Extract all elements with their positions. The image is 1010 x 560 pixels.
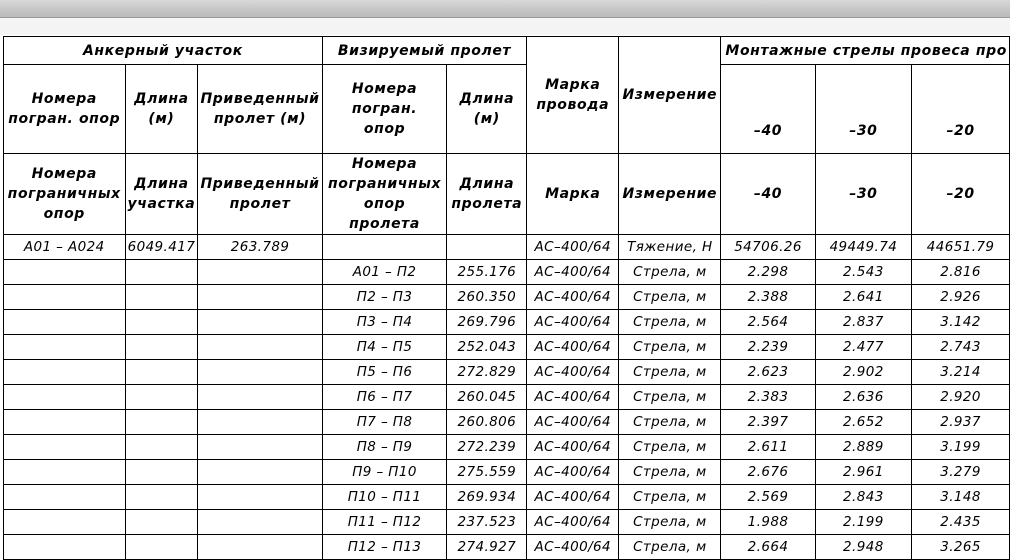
temp-header-minus40: –40: [721, 65, 815, 154]
cell-reduced-span: [198, 435, 322, 460]
cell-span-poles: П10 – П11: [322, 485, 447, 510]
measure-header: Измерение: [619, 37, 721, 154]
group-mounting-sag: Монтажные стрелы провеса про: [721, 37, 1010, 65]
cell-temp-minus20: 3.265: [912, 535, 1010, 560]
cell-span-length: 255.176: [447, 260, 527, 285]
cell-span-length: [447, 235, 527, 260]
span-length-header: Длина (м): [447, 65, 527, 154]
cell-temp-minus30: 2.961: [815, 460, 912, 485]
cell-temp-minus20: 2.920: [912, 385, 1010, 410]
cell-span-poles: П2 – П3: [322, 285, 447, 310]
cell-anchor-length: [125, 285, 198, 310]
cell-span-poles: А01 – П2: [322, 260, 447, 285]
cell-temp-minus30: 2.652: [815, 410, 912, 435]
table-row: [4, 435, 1010, 460]
cell-span-poles: П6 – П7: [322, 385, 447, 410]
cell-span-length: 260.045: [447, 385, 527, 410]
cell-temp-minus30: 2.889: [815, 435, 912, 460]
table-row: [4, 385, 1010, 410]
cell-reduced-span: [198, 310, 322, 335]
cell-temp-minus30: 2.843: [815, 485, 912, 510]
group-anchor-section: Анкерный участок: [4, 37, 323, 65]
temp-desc-minus30: –30: [815, 154, 912, 235]
cell-temp-minus40: 2.623: [721, 360, 815, 385]
table-row: [4, 335, 1010, 360]
cell-wire-brand: АС–400/64: [527, 385, 619, 410]
cell-anchor-poles: [4, 310, 126, 335]
wire-brand-desc: Марка: [527, 154, 619, 235]
cell-measure: Стрела, м: [619, 460, 721, 485]
table-row: [4, 410, 1010, 435]
cell-anchor-poles: [4, 285, 126, 310]
cell-wire-brand: АС–400/64: [527, 535, 619, 560]
table-row: [4, 285, 1010, 310]
cell-temp-minus30: 2.477: [815, 335, 912, 360]
cell-temp-minus20: 2.743: [912, 335, 1010, 360]
cell-reduced-span: [198, 485, 322, 510]
cell-temp-minus30: 2.837: [815, 310, 912, 335]
cell-wire-brand: АС–400/64: [527, 410, 619, 435]
cell-anchor-poles: [4, 485, 126, 510]
cell-anchor-length: [125, 460, 198, 485]
cell-temp-minus20: 44651.79: [912, 235, 1010, 260]
cell-temp-minus30: 2.636: [815, 385, 912, 410]
cell-reduced-span: [198, 285, 322, 310]
cell-anchor-poles: [4, 460, 126, 485]
window-top-bar: [0, 0, 1010, 18]
span-poles-desc: Номера пограничных опор пролета: [322, 154, 447, 235]
table-row: [4, 260, 1010, 285]
cell-anchor-length: [125, 310, 198, 335]
anchor-poles-desc: Номера пограничных опор: [4, 154, 126, 235]
anchor-length-header: Длина (м): [125, 65, 198, 154]
cell-measure: Стрела, м: [619, 385, 721, 410]
cell-measure: Стрела, м: [619, 260, 721, 285]
cell-span-length: 269.934: [447, 485, 527, 510]
cell-temp-minus40: 2.569: [721, 485, 815, 510]
cell-reduced-span: [198, 510, 322, 535]
cell-temp-minus30: 2.543: [815, 260, 912, 285]
sag-table: [3, 36, 1010, 560]
table-row: [4, 360, 1010, 385]
cell-span-poles: П8 – П9: [322, 435, 447, 460]
cell-span-poles: П5 – П6: [322, 360, 447, 385]
cell-span-length: 260.806: [447, 410, 527, 435]
cell-reduced-span: [198, 535, 322, 560]
cell-measure: Стрела, м: [619, 410, 721, 435]
cell-measure: Стрела, м: [619, 510, 721, 535]
cell-anchor-poles: [4, 335, 126, 360]
cell-span-poles: [322, 235, 447, 260]
cell-anchor-length: [125, 385, 198, 410]
temp-header-minus20: –20: [912, 65, 1010, 154]
cell-temp-minus20: 2.926: [912, 285, 1010, 310]
cell-anchor-poles: [4, 435, 126, 460]
cell-span-poles: П3 – П4: [322, 310, 447, 335]
anchor-poles-header: Номера погран. опор: [4, 65, 126, 154]
cell-anchor-poles: [4, 535, 126, 560]
cell-wire-brand: АС–400/64: [527, 460, 619, 485]
temp-desc-minus40: –40: [721, 154, 815, 235]
cell-temp-minus40: 1.988: [721, 510, 815, 535]
cell-temp-minus30: 49449.74: [815, 235, 912, 260]
cell-measure: Стрела, м: [619, 310, 721, 335]
cell-wire-brand: АС–400/64: [527, 360, 619, 385]
cell-span-poles: П9 – П10: [322, 460, 447, 485]
cell-temp-minus40: 2.611: [721, 435, 815, 460]
cell-wire-brand: АС–400/64: [527, 260, 619, 285]
cell-span-length: 272.239: [447, 435, 527, 460]
cell-temp-minus20: 3.142: [912, 310, 1010, 335]
cell-temp-minus20: 3.148: [912, 485, 1010, 510]
cell-temp-minus20: 2.816: [912, 260, 1010, 285]
cell-temp-minus30: 2.948: [815, 535, 912, 560]
cell-wire-brand: АС–400/64: [527, 435, 619, 460]
cell-span-poles: П4 – П5: [322, 335, 447, 360]
cell-span-poles: П7 – П8: [322, 410, 447, 435]
cell-anchor-poles: А01 – А024: [4, 235, 126, 260]
header-row-groups: [4, 37, 1010, 65]
cell-reduced-span: [198, 360, 322, 385]
cell-reduced-span: [198, 385, 322, 410]
cell-measure: Стрела, м: [619, 285, 721, 310]
cell-temp-minus40: 2.383: [721, 385, 815, 410]
temp-header-minus30: –30: [815, 65, 912, 154]
cell-reduced-span: [198, 335, 322, 360]
cell-anchor-poles: [4, 260, 126, 285]
cell-wire-brand: АС–400/64: [527, 310, 619, 335]
cell-wire-brand: АС–400/64: [527, 485, 619, 510]
anchor-length-desc: Длина участка: [125, 154, 198, 235]
cell-temp-minus30: 2.199: [815, 510, 912, 535]
temp-desc-minus20: –20: [912, 154, 1010, 235]
cell-span-length: 260.350: [447, 285, 527, 310]
cell-measure: Тяжение, Н: [619, 235, 721, 260]
table-row: [4, 310, 1010, 335]
anchor-reduced-span-header: Приведенный пролет (м): [198, 65, 322, 154]
drawing-canvas-margin: [0, 18, 1010, 35]
cell-wire-brand: АС–400/64: [527, 335, 619, 360]
cell-span-length: 275.559: [447, 460, 527, 485]
cell-measure: Стрела, м: [619, 485, 721, 510]
cell-temp-minus20: 2.435: [912, 510, 1010, 535]
cell-temp-minus30: 2.902: [815, 360, 912, 385]
cell-reduced-span: [198, 260, 322, 285]
cell-temp-minus40: 2.298: [721, 260, 815, 285]
cell-span-length: 274.927: [447, 535, 527, 560]
cell-measure: Стрела, м: [619, 335, 721, 360]
cell-anchor-poles: [4, 510, 126, 535]
cell-temp-minus20: 3.199: [912, 435, 1010, 460]
cell-span-length: 237.523: [447, 510, 527, 535]
cell-temp-minus20: 3.214: [912, 360, 1010, 385]
cell-anchor-length: [125, 410, 198, 435]
cell-temp-minus40: 2.397: [721, 410, 815, 435]
header-row-descriptions: [4, 154, 1010, 235]
cell-temp-minus40: 2.239: [721, 335, 815, 360]
cell-temp-minus20: 2.937: [912, 410, 1010, 435]
cell-wire-brand: АС–400/64: [527, 510, 619, 535]
measure-desc: Измерение: [619, 154, 721, 235]
cell-wire-brand: АС–400/64: [527, 285, 619, 310]
table-row: [4, 485, 1010, 510]
cell-temp-minus40: 2.664: [721, 535, 815, 560]
cell-span-length: 272.829: [447, 360, 527, 385]
cell-reduced-span: 263.789: [198, 235, 322, 260]
cell-measure: Стрела, м: [619, 360, 721, 385]
span-poles-header: Номера погран. опор: [322, 65, 447, 154]
cell-anchor-length: [125, 485, 198, 510]
cell-temp-minus30: 2.641: [815, 285, 912, 310]
cell-temp-minus40: 2.388: [721, 285, 815, 310]
wire-brand-header: Марка провода: [527, 37, 619, 154]
cell-wire-brand: АС–400/64: [527, 235, 619, 260]
cell-anchor-length: [125, 535, 198, 560]
table-row: [4, 510, 1010, 535]
cell-measure: Стрела, м: [619, 535, 721, 560]
cell-anchor-poles: [4, 410, 126, 435]
cell-reduced-span: [198, 460, 322, 485]
cell-anchor-length: [125, 435, 198, 460]
cell-reduced-span: [198, 410, 322, 435]
group-sighted-span: Визируемый пролет: [322, 37, 527, 65]
span-length-desc: Длина пролета: [447, 154, 527, 235]
cell-temp-minus20: 3.279: [912, 460, 1010, 485]
cell-measure: Стрела, м: [619, 435, 721, 460]
table-row: [4, 460, 1010, 485]
cell-anchor-length: 6049.417: [125, 235, 198, 260]
cell-anchor-length: [125, 360, 198, 385]
table-row: [4, 235, 1010, 260]
anchor-reduced-desc: Приведенный пролет: [198, 154, 322, 235]
table-row: [4, 535, 1010, 560]
cell-span-length: 269.796: [447, 310, 527, 335]
cell-span-poles: П12 – П13: [322, 535, 447, 560]
header-row-names: [4, 65, 1010, 154]
cell-span-poles: П11 – П12: [322, 510, 447, 535]
cell-temp-minus40: 54706.26: [721, 235, 815, 260]
cell-anchor-length: [125, 335, 198, 360]
cell-anchor-poles: [4, 385, 126, 410]
cell-span-length: 252.043: [447, 335, 527, 360]
cell-anchor-length: [125, 260, 198, 285]
cell-temp-minus40: 2.676: [721, 460, 815, 485]
cell-anchor-length: [125, 510, 198, 535]
cell-anchor-poles: [4, 360, 126, 385]
cell-temp-minus40: 2.564: [721, 310, 815, 335]
